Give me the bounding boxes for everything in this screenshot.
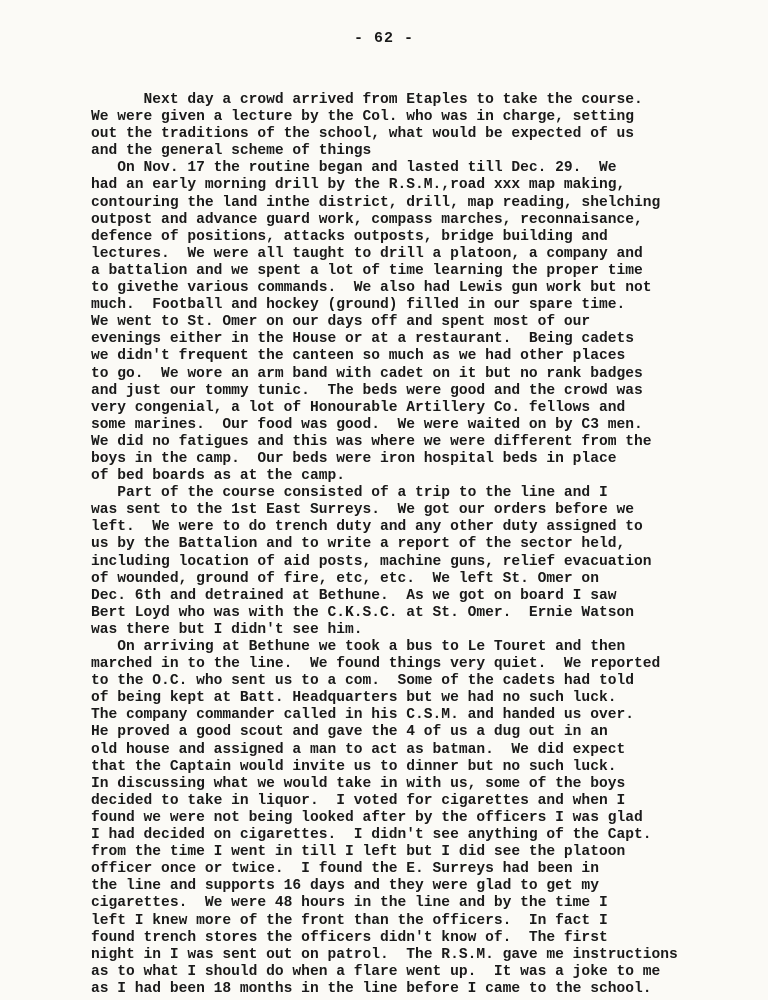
text-line: Dec. 6th and detrained at Bethune. As we got on board I saw xyxy=(91,587,617,604)
text-line: In discussing what we would take in with us, some of the boys xyxy=(91,775,626,792)
text-line: marched in to the line. We found things very quiet. We reported xyxy=(91,656,661,673)
text-line: we didn't frequent the canteen so much as we had other places xyxy=(91,348,626,365)
text-line: and just our tommy tunic. The beds were good and the crowd was xyxy=(91,382,643,399)
text-line: defence of positions, attacks outposts, bridge building and xyxy=(91,228,608,245)
text-line: out the traditions of the school, what would be expected of us xyxy=(91,126,634,143)
text-line: including location of aid posts, machine guns, relief evacuation xyxy=(91,553,652,570)
text-line: night in I was sent out on patrol. The R.S.M. gave me instructions xyxy=(91,946,678,963)
text-line: left I knew more of the front than the officers. In fact I xyxy=(91,912,608,929)
text-line: found we were not being looked after by the officers I was glad xyxy=(91,809,643,826)
text-line: He proved a good scout and gave the 4 of us a dug out in an xyxy=(91,724,608,741)
text-line: of wounded, ground of fire, etc, etc. We left St. Omer on xyxy=(91,570,599,587)
text-line: We were given a lecture by the Col. who was in charge, setting xyxy=(91,109,634,126)
text-line: outpost and advance guard work, compass marches, reconnaisance, xyxy=(91,211,643,228)
text-line: decided to take in liquor. I voted for cigarettes and when I xyxy=(91,792,626,809)
text-line: to go. We wore an arm band with cadet on it but no rank badges xyxy=(91,365,643,382)
text-line: us by the Battalion and to write a report of the sector held, xyxy=(91,536,626,553)
text-line: of being kept at Batt. Headquarters but we had no such luck. xyxy=(91,690,617,707)
text-line: We did no fatigues and this was where we were different from the xyxy=(91,433,652,450)
text-line: contouring the land inthe district, drill, map reading, shelching xyxy=(91,194,661,211)
text-line: officer once or twice. I found the E. Surreys had been in xyxy=(91,861,599,878)
text-line: and the general scheme of things xyxy=(91,143,372,160)
text-line: left. We were to do trench duty and any other duty assigned to xyxy=(91,519,643,536)
text-line: from the time I went in till I left but I did see the platoon xyxy=(91,844,626,861)
body-text xyxy=(91,92,731,998)
text-line: Part of the course consisted of a trip to the line and I xyxy=(91,485,608,502)
text-line: evenings either in the House or at a restaurant. Being cadets xyxy=(91,331,634,348)
text-line: very congenial, a lot of Honourable Artillery Co. fellows and xyxy=(91,399,626,416)
text-line: old house and assigned a man to act as batman. We did expect xyxy=(91,741,626,758)
text-line: cigarettes. We were 48 hours in the line and by the time I xyxy=(91,895,608,912)
text-line: to the O.C. who sent us to a com. Some of the cadets had told xyxy=(91,673,634,690)
text-line: was there but I didn't see him. xyxy=(91,621,363,638)
text-line: On Nov. 17 the routine began and lasted till Dec. 29. We xyxy=(91,160,617,177)
text-line: Next day a crowd arrived from Etaples to take the course. xyxy=(91,92,643,108)
text-line: boys in the camp. Our beds were iron hospital beds in place xyxy=(91,450,617,467)
text-line: The company commander called in his C.S.M. and handed us over. xyxy=(91,707,634,724)
text-line: Bert Loyd who was with the C.K.S.C. at St. Omer. Ernie Watson xyxy=(91,604,634,621)
page-number: - 62 - xyxy=(353,30,414,47)
text-line: was sent to the 1st East Surreys. We got our orders before we xyxy=(91,502,634,519)
text-line: to givethe various commands. We also had Lewis gun work but not xyxy=(91,280,652,297)
text-line: had an early morning drill by the R.S.M.,road xxx map making, xyxy=(91,177,626,194)
text-line: some marines. Our food was good. We were waited on by C3 men. xyxy=(91,416,643,433)
text-line: that the Captain would invite us to dinner but no such luck. xyxy=(91,758,617,775)
text-line: as to what I should do when a flare went up. It was a joke to me xyxy=(91,963,661,980)
text-line: as I had been 18 months in the line before I came to the school. xyxy=(91,980,652,997)
text-line: of bed boards as at the camp. xyxy=(91,468,345,485)
text-line: On arriving at Bethune we took a bus to Le Touret and then xyxy=(91,639,626,655)
text-line: the line and supports 16 days and they were glad to get my xyxy=(91,878,599,895)
text-line: I had decided on cigarettes. I didn't see anything of the Capt. xyxy=(91,827,652,844)
text-line: We went to St. Omer on our days off and spent most of our xyxy=(91,314,591,331)
text-line: lectures. We were all taught to drill a platoon, a company and xyxy=(91,245,643,262)
text-line: a battalion and we spent a lot of time learning the proper time xyxy=(91,262,643,279)
text-line: found trench stores the officers didn't know of. The first xyxy=(91,929,608,946)
text-line: much. Football and hockey (ground) filled in our spare time. xyxy=(91,297,626,314)
